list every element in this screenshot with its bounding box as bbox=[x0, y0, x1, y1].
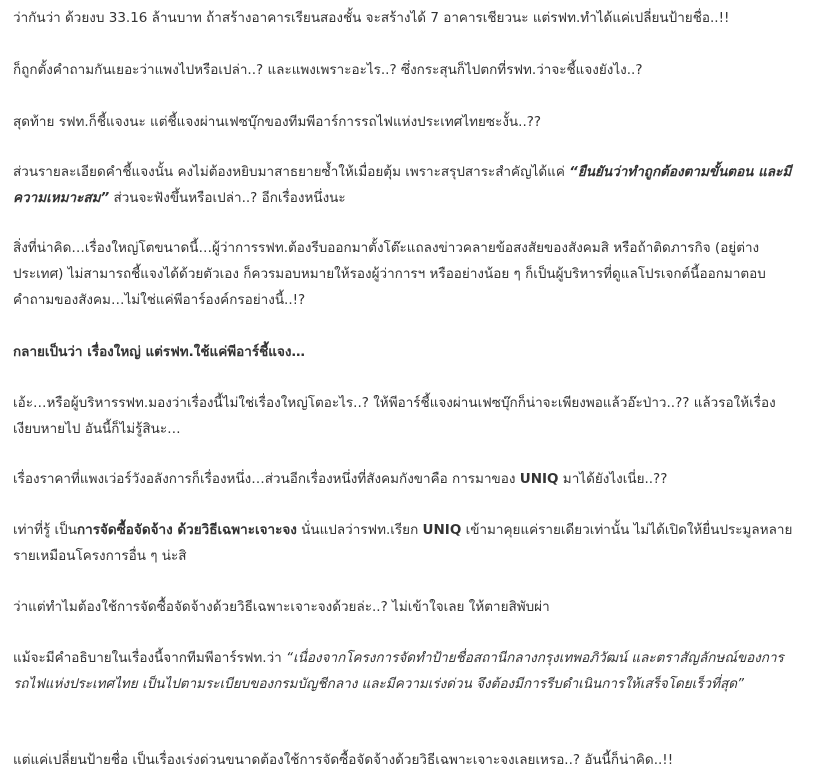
explanation-quote: “ยืนยันว่าทำถูกต้องตามขั้นตอน และมีความเหมาะสม” bbox=[13, 164, 792, 206]
uniq-text: เรื่องราคาที่แพงเว่อร์วังอลังการก็เรื่องหนึ่ง…ส่วนอีกเรื่องหนึ่งที่สังคมกังขาคือ การมาของ bbox=[13, 471, 520, 487]
procurement-method: การจัดซื้อจัดจ้าง ด้วยวิธีเฉพาะเจาะจง bbox=[76, 522, 297, 538]
paragraph-questions: ก็ถูกตั้งคำถามกันเยอะว่าแพงไปหรือเปล่า..? และแพงเพราะอะไร..? ซึ่งกระสุนก็ไปตกที่รฟท.ว่าจะชี้แจงยังไง..? bbox=[13, 62, 643, 78]
paragraph-pr-only: กลายเป็นว่า เรื่องใหญ่ แต่รฟท.ใช้แค่พีอาร์ชี้แจง… bbox=[13, 344, 305, 360]
paragraph-srt-response: สุดท้าย รฟท.ก็ชี้แจงนะ แต่ชี้แจงผ่านเฟซบุ๊กของทีมพีอาร์การรถไฟแห่งประเทศไทยซะงั้น..?? bbox=[13, 114, 542, 130]
procurement-mid: นั่นแปลว่ารฟท.เรียก bbox=[296, 522, 423, 538]
explanation-text: ส่วนรายละเอียดคำชี้แจงนั้น คงไม่ต้องหยิบมาสาธยายซ้ำให้เมื่อยตุ้ม เพราะสรุปสาระสำคัญได้แค่ bbox=[13, 164, 570, 180]
procurement-uniq: UNIQ bbox=[422, 522, 462, 538]
paragraph-procurement bbox=[13, 517, 803, 569]
explanation-tail: ส่วนจะฟังขึ้นหรือเปล่า..? อีกเรื่องหนึ่งนะ bbox=[109, 190, 346, 206]
paragraph-governor: สิ่งที่น่าคิด…เรื่องใหญ่โตขนาดนี้…ผู้ว่าการรฟท.ต้องรีบออกมาตั้งโต๊ะแถลงข่าวคลายข้อสงสัยของสังคมสิ หรือถ้าติดภารกิจ (อยู่ต่างประเทศ) ไม่สามารถชี้แจงได้ด้วยตัวเอง ก็ควรมอบหมายให้รองผู้ว่าการฯ หรืออย่างน้อย ๆ ก็เป็นผู้บริหารที่ดูแลโปรเจกต์นี้ออกมาตอบคำถามของสังคม…ไม่ใช่แค่พีอาร์องค์กรอย่างนี้..!? bbox=[13, 240, 766, 308]
uniq-name: UNIQ bbox=[519, 471, 559, 487]
pr-explanation-quote: “เนื่องจากโครงการจัดทำป้ายชื่อสถานีกลางกรุงเทพอภิวัฒน์ และตราสัญลักษณ์ของการรถไฟแห่งประเทศไทย เป็นไปตามระเบียบของกรมบัญชีกลาง และมีความเร่งด่วน จึงต้องมีการรีบดำเนินการให้เสร็จโดยเร็วที่สุด” bbox=[13, 650, 784, 692]
uniq-tail: มาได้ยังไงเนี่ย..?? bbox=[558, 471, 668, 487]
paragraph-uniq bbox=[13, 466, 803, 492]
paragraph-conclusion: แต่แค่เปลี่ยนป้ายชื่อ เป็นเรื่องเร่งด่วนขนาดต้องใช้การจัดซื้อจัดจ้างด้วยวิธีเฉพาะเจาะจงเลยเหรอ..? อันนี้ก็น่าคิด..!! bbox=[13, 752, 674, 768]
paragraph-why-specific: ว่าแต่ทำไมต้องใช้การจัดซื้อจัดจ้างด้วยวิธีเฉพาะเจาะจงด้วยล่ะ..? ไม่เข้าใจเลย ให้ตายสิพับผ่า bbox=[13, 599, 550, 615]
paragraph-explanation bbox=[13, 159, 803, 211]
paragraph-executives: เอ้ะ…หรือผู้บริหารรฟท.มองว่าเรื่องนี้ไม่ใช่เรื่องใหญ่โตอะไร..? ให้พีอาร์ชี้แจงผ่านเฟซบุ๊กก็น่าจะเพียงพอแล้วอ๊ะป่าว..?? แล้วรอให้เรื่องเงียบหายไป อันนี้ก็ไม่รู้สินะ… bbox=[13, 395, 776, 437]
paragraph-budget: ว่ากันว่า ด้วยงบ 33.16 ล้านบาท ถ้าสร้างอาคารเรียนสองชั้น จะสร้างได้ 7 อาคารเชียวนะ แต่รฟท.ทำได้แค่เปลี่ยนป้ายชื่อ..!! bbox=[13, 10, 730, 26]
procurement-text: เท่าที่รู้ เป็น bbox=[13, 522, 77, 538]
paragraph-pr-explanation bbox=[13, 645, 803, 697]
pr-explanation-text: แม้จะมีคำอธิบายในเรื่องนี้จากทีมพีอาร์รฟท.ว่า bbox=[13, 650, 287, 666]
procurement-tail: เข้ามาคุยแค่รายเดียวเท่านั้น ไม่ได้เปิดให้ยื่นประมูลหลายรายเหมือนโครงการอื่น ๆ น่ะสิ bbox=[13, 522, 793, 564]
